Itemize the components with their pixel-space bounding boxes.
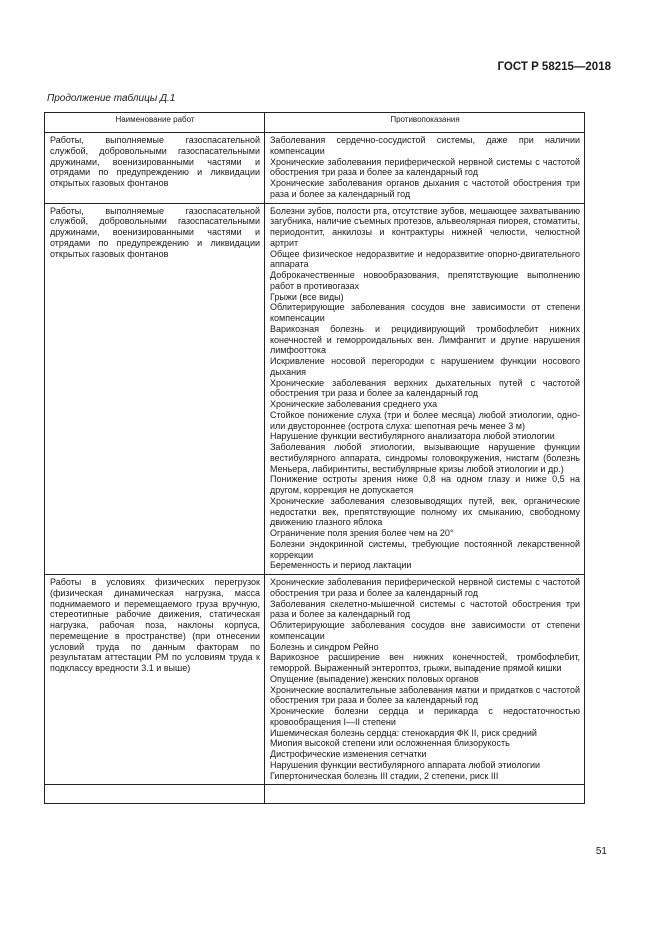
table-header-row bbox=[45, 113, 585, 133]
contraindications-cell bbox=[265, 575, 585, 785]
contraindication-item: Нарушения функции вестибулярного аппарата любой этиологии bbox=[270, 759, 541, 770]
contraindication-item: Хронические болезни сердца и перикарда с недостаточностью кровообращения I—II степени bbox=[270, 706, 580, 727]
contraindication-item: Хронические заболевания слезовыводящих путей, век, органические недостатки век, препятствующие полному их смыканию, свободному движению глазного яблока bbox=[270, 495, 580, 528]
contraindication-item: Болезни эндокринной системы, требующие постоянной лекарственной коррекции bbox=[270, 538, 580, 560]
table-bottom-cell-left bbox=[45, 785, 265, 804]
contraindication-item: Доброкачественные новообразования, препятствующие выполнению работ в противогазах bbox=[270, 270, 580, 291]
table-bottom-band bbox=[45, 785, 585, 804]
contraindication-item: Опущение (выпадение) женских половых органов bbox=[270, 673, 479, 684]
contraindication-item: Общее физическое недоразвитие и недоразвитие опорно-двигательного аппарата bbox=[270, 248, 580, 270]
contraindications-cell bbox=[265, 133, 585, 204]
contraindication-item: Облитерирующие заболевания сосудов вне зависимости от степени компенсации bbox=[270, 620, 580, 641]
contraindication-item: Болезни зубов, полости рта, отсутствие зубов, мешающее захватыванию загубника, наличие съемных протезов, альвеолярная пиорея, стоматиты, периодонтит, анкилозы и контрактуры нижней челюсти, челюстной артрит bbox=[270, 205, 580, 248]
contraindication-item: Заболевания скелетно-мышечной системы с частотой обострения три раза и более за календарный год bbox=[270, 598, 580, 620]
contraindication-item: Хронические заболевания периферической нервной системы с частотой обострения три раза и более за календарный год bbox=[270, 156, 580, 178]
column-header-contraindications: Противопоказания bbox=[265, 113, 585, 133]
contraindication-item: Беременность и период лактации bbox=[270, 560, 412, 571]
contraindication-item: Хронические заболевания органов дыхания с частотой обострения три раза и более за календарный год bbox=[270, 178, 580, 199]
contraindication-item: Искривление носовой перегородки с нарушением функции носового дыхания bbox=[270, 356, 580, 377]
contraindication-item: Заболевания любой этиологии, вызывающие нарушение функции вестибулярного аппарата, синдромы головокружения, нистагм (болезнь Меньера, лабиринтиты, вестибулярные кризы любой этиологии и др.) bbox=[270, 442, 580, 474]
table-row bbox=[45, 133, 585, 204]
table-caption: Продолжение таблицы Д.1 bbox=[47, 93, 176, 104]
contraindication-item: Миопия высокой степени или осложненная близорукость bbox=[270, 738, 510, 749]
table-row bbox=[45, 203, 585, 575]
contraindication-item: Ишемическая болезнь сердца: стенокардия ФК II, риск средний bbox=[270, 727, 537, 738]
contraindications-table bbox=[44, 112, 585, 804]
work-cell: Работы в условиях физических перегрузок (физическая динамическая нагрузка, масса поднимаемого и перемещаемого груза вручную, стереотипные рабочие движения, статическая нагрузка, рабочая поза, наклоны корпуса, перемещение в пространстве) (при отнесении условий труда по данным факторам по результатам аттестации РМ по условиям труда к подклассу вредности 3.1 и выше) bbox=[45, 575, 265, 785]
contraindication-item: Ограничение поля зрения более чем на 20° bbox=[270, 528, 454, 538]
contraindication-item: Хронические воспалительные заболевания матки и придатков с частотой обострения три раза и более за календарный год bbox=[270, 684, 580, 706]
contraindication-item: Облитерирующие заболевания сосудов вне зависимости от степени компенсации bbox=[270, 302, 580, 323]
work-cell: Работы, выполняемые газоспасательной службой, добровольными газоспасательными дружинами, военизированными частями и отрядами по предупреждению и ликвидации открытых газовых фонтанов bbox=[45, 133, 265, 204]
contraindication-item: Понижение остроты зрения ниже 0,8 на одном глазу и ниже 0,5 на другом, коррекция не допускается bbox=[270, 474, 580, 495]
contraindication-item: Хронические заболевания верхних дыхательных путей с частотой обострения три раза и более за календарный год bbox=[270, 377, 580, 399]
contraindication-item: Варикозное расширение вен нижних конечностей, тромбофлебит, геморрой. Выраженный энтероптоз, грыжи, выпадение прямой кишки bbox=[270, 652, 580, 673]
page-number: 51 bbox=[595, 846, 607, 857]
contraindication-item: Варикозная болезнь и рецидивирующий тромбофлебит нижних конечностей и геморроидальных вен. Лимфангит и другие нарушения лимфооттока bbox=[270, 323, 580, 356]
contraindications-cell bbox=[265, 203, 585, 575]
standard-number: ГОСТ Р 58215—2018 bbox=[497, 61, 611, 73]
table-row bbox=[45, 575, 585, 785]
contraindication-item: Хронические заболевания периферической нервной системы с частотой обострения три раза и более за календарный год bbox=[270, 577, 580, 598]
work-cell: Работы, выполняемые газоспасательной службой, добровольными газоспасательными дружинами, военизированными частями и отрядами по предупреждению и ликвидации открытых газовых фонтанов bbox=[45, 203, 265, 575]
contraindication-item: Болезнь и синдром Рейно bbox=[270, 641, 379, 652]
contraindication-item: Дистрофические изменения сетчатки bbox=[270, 749, 427, 759]
contraindication-item: Гипертоническая болезнь III стадии, 2 степени, риск III bbox=[270, 770, 499, 781]
contraindication-item: Хронические заболевания среднего уха bbox=[270, 399, 438, 409]
contraindication-item: Заболевания сердечно-сосудистой системы, даже при наличии компенсации bbox=[270, 135, 580, 156]
column-header-works: Наименование работ bbox=[45, 113, 265, 133]
contraindication-item: Стойкое понижение слуха (три и более месяца) любой этиологии, одно- или двустороннее (острота слуха: шепотная речь менее 3 м) bbox=[270, 409, 580, 431]
contraindication-item: Грыжи (все виды) bbox=[270, 291, 344, 302]
table-bottom-cell-right bbox=[265, 785, 585, 804]
contraindication-item: Нарушение функции вестибулярного анализатора любой этиологии bbox=[270, 431, 555, 442]
